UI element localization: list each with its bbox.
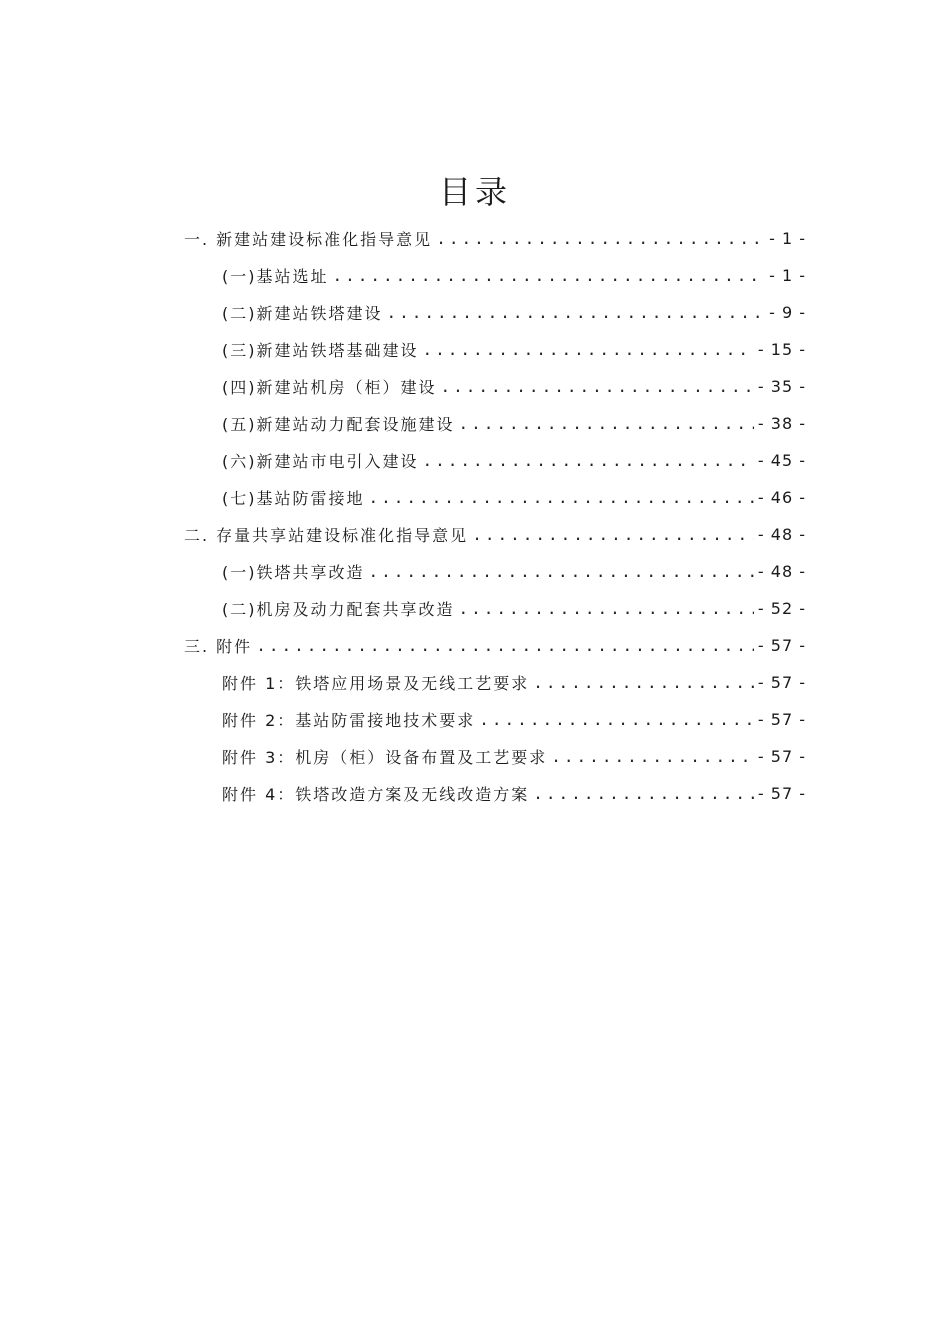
toc-entry-label: 附件 2：基站防雷接地技术要求 — [222, 710, 476, 730]
toc-leader-dots — [533, 673, 754, 692]
toc-entry[interactable] — [222, 777, 806, 809]
toc-entry[interactable] — [222, 296, 806, 328]
toc-entry[interactable] — [184, 518, 806, 550]
toc-leader-dots — [423, 451, 754, 470]
toc-entry-page: - 52 - — [757, 598, 806, 618]
toc-entry-page: - 46 - — [757, 487, 806, 507]
toc-entry[interactable] — [222, 592, 806, 624]
toc-entry-label: (一)基站选址 — [222, 266, 329, 286]
toc-leader-dots — [479, 710, 754, 729]
toc-entry[interactable] — [222, 444, 806, 476]
toc-leader-dots — [472, 525, 754, 544]
toc-entry-label: 三. 附件 — [184, 636, 253, 656]
toc-entry[interactable] — [222, 703, 806, 735]
toc-entry-page: - 1 - — [769, 228, 806, 248]
toc-entry-label: (一)铁塔共享改造 — [222, 562, 365, 582]
toc-entry-page: - 1 - — [769, 265, 806, 285]
toc-entry-label: 二. 存量共享站建设标准化指导意见 — [184, 525, 469, 545]
toc-entry-label: 附件 4：铁塔改造方案及无线改造方案 — [222, 784, 530, 804]
toc-entry-page: - 35 - — [757, 376, 806, 396]
toc-leader-dots — [256, 636, 754, 655]
toc-entry-page: - 48 - — [757, 524, 806, 544]
toc-entry-page: - 57 - — [757, 709, 806, 729]
toc-entry-page: - 15 - — [757, 339, 806, 359]
toc-entry-page: - 38 - — [757, 413, 806, 433]
toc-entry[interactable] — [184, 629, 806, 661]
toc-entry-label: 一. 新建站建设标准化指导意见 — [184, 229, 433, 249]
toc-entry-page: - 45 - — [757, 450, 806, 470]
toc-entry-page: - 9 - — [769, 302, 806, 322]
toc-entry[interactable] — [222, 259, 806, 291]
toc-entry-page: - 57 - — [757, 783, 806, 803]
toc-entry[interactable] — [222, 481, 806, 513]
toc-entry-page: - 57 - — [757, 635, 806, 655]
toc-leader-dots — [459, 414, 754, 433]
toc-leader-dots — [533, 784, 754, 803]
toc-entry-page: - 57 - — [757, 746, 806, 766]
toc-title: 目录 — [438, 173, 511, 211]
toc-leader-dots — [441, 377, 754, 396]
toc-leader-dots — [459, 599, 754, 618]
toc-leader-dots — [387, 303, 766, 322]
toc-entry-label: (二)新建站铁塔建设 — [222, 303, 383, 323]
toc-entry-label: 附件 1：铁塔应用场景及无线工艺要求 — [222, 673, 530, 693]
toc-entry-page: - 57 - — [757, 672, 806, 692]
toc-entry-label: (三)新建站铁塔基础建设 — [222, 340, 419, 360]
toc-entry-label: (七)基站防雷接地 — [222, 488, 365, 508]
toc-leader-dots — [436, 229, 765, 248]
toc-entry[interactable] — [222, 370, 806, 402]
toc-leader-dots — [333, 266, 766, 285]
toc-leader-dots — [423, 340, 754, 359]
toc-entry[interactable] — [222, 407, 806, 439]
toc-entry[interactable] — [222, 333, 806, 365]
toc-entry[interactable] — [222, 740, 806, 772]
toc-leader-dots — [369, 488, 754, 507]
toc-entry[interactable] — [222, 666, 806, 698]
toc-leader-dots — [551, 747, 754, 766]
toc-entry-label: (二)机房及动力配套共享改造 — [222, 599, 455, 619]
toc-entry[interactable] — [222, 555, 806, 587]
toc-entry-label: (五)新建站动力配套设施建设 — [222, 414, 455, 434]
toc-entry-label: (四)新建站机房（柜）建设 — [222, 377, 437, 397]
toc-entry-page: - 48 - — [757, 561, 806, 581]
toc-entry-label: (六)新建站市电引入建设 — [222, 451, 419, 471]
toc-entry[interactable] — [184, 222, 806, 254]
toc-leader-dots — [369, 562, 754, 581]
toc-entry-label: 附件 3：机房（柜）设备布置及工艺要求 — [222, 747, 548, 767]
